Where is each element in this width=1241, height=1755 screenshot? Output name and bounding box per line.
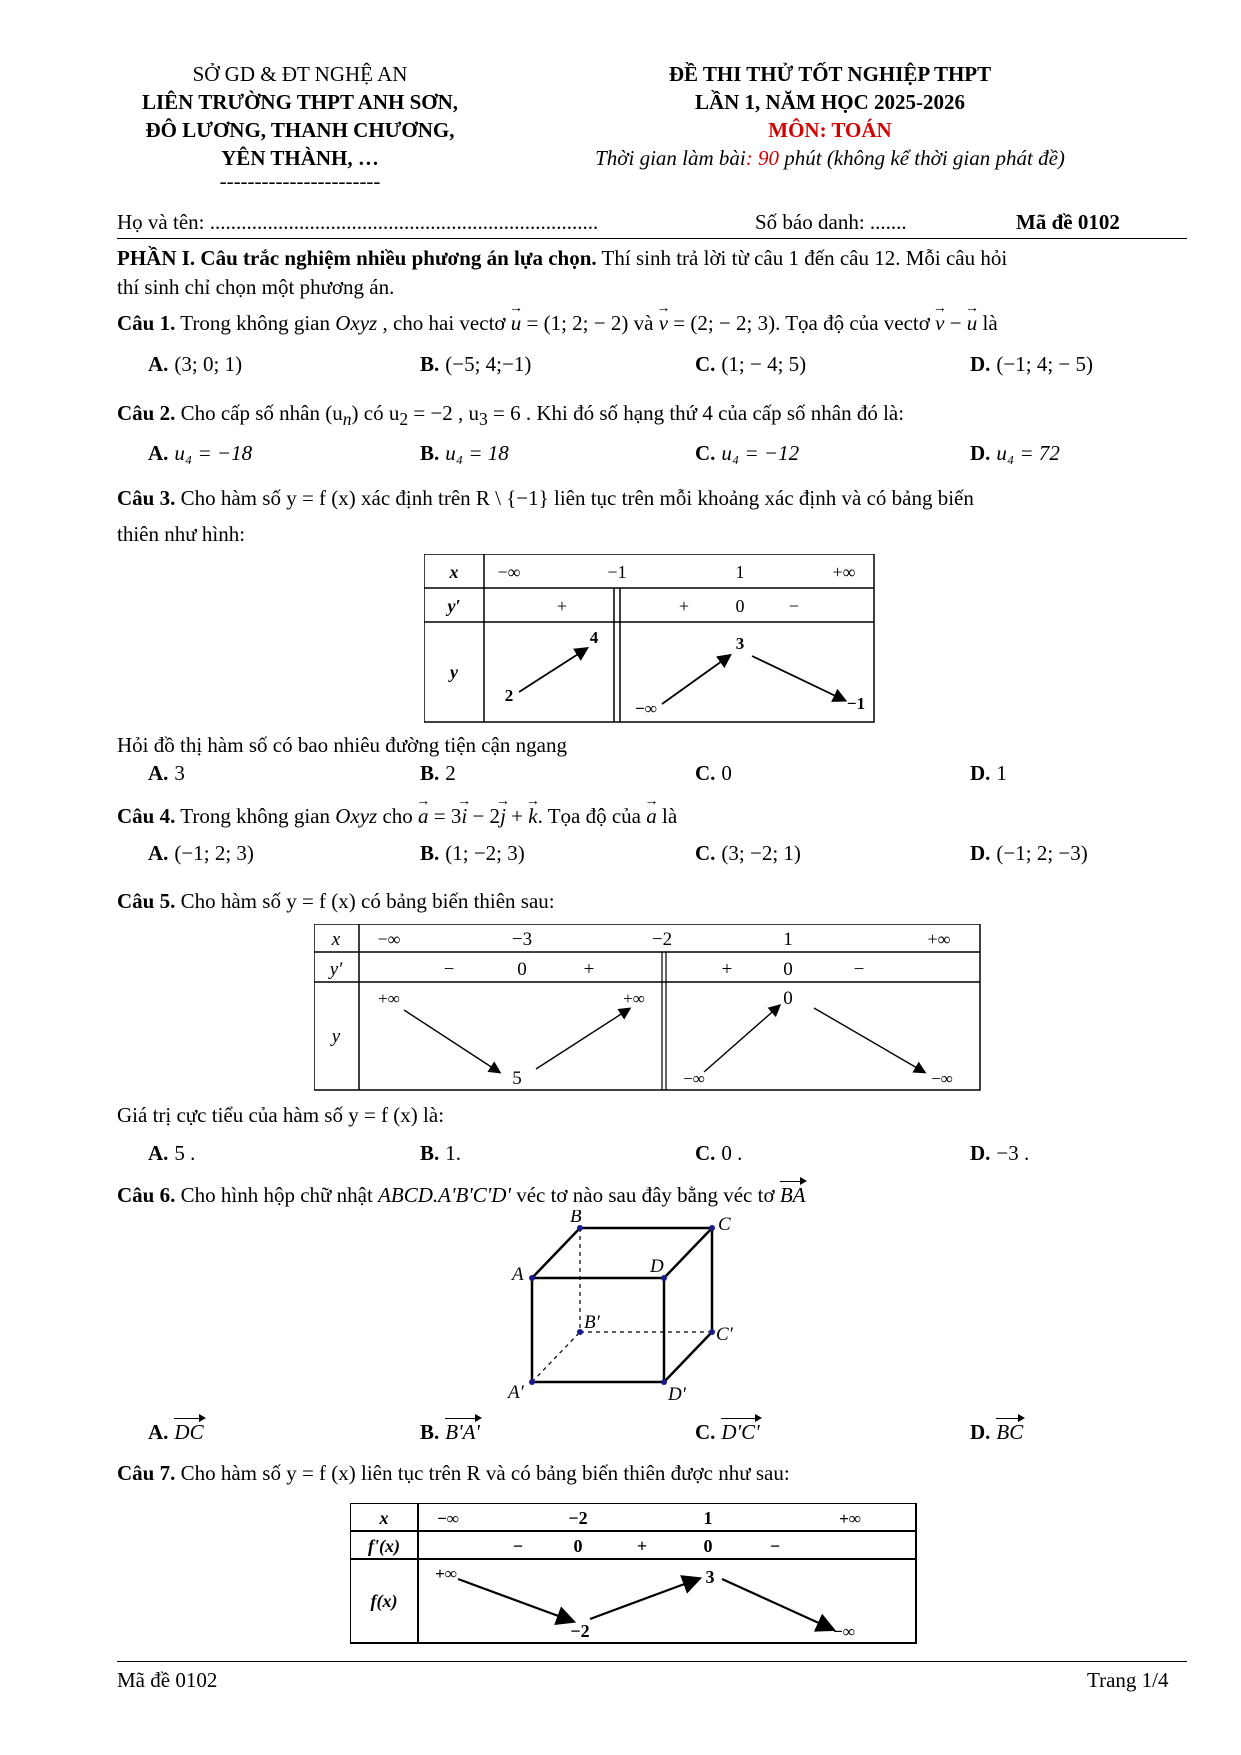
q7-fp-3: 0 [703, 1536, 713, 1556]
footer-page: Trang 1/4 [1087, 1668, 1169, 1692]
q7-fp-1: 0 [573, 1536, 583, 1556]
q5-arrow-1 [404, 1010, 499, 1072]
q4-option-a[interactable]: A. (−1; 2; 3) [148, 841, 254, 865]
q5-x-0: −∞ [377, 929, 401, 949]
exam-year: LẦN 1, NĂM HỌC 2025-2026 [694, 90, 966, 114]
q7-variation-table [350, 1503, 918, 1645]
q3-option-b[interactable]: B. 2 [420, 761, 456, 785]
student-name-line: Họ và tên: .......................................................................... [117, 210, 599, 234]
vertex-b1: B′ [584, 1312, 600, 1333]
exam-title: ĐỀ THI THỬ TỐT NGHIỆP THPT [668, 62, 992, 86]
q5-y-5: −∞ [931, 1069, 953, 1088]
q7-f-2: 3 [705, 1567, 715, 1587]
question-2: Câu 2. Cho cấp số nhân $(u_n)$ có $u_2 = -2$ , $u_3 = 6$ . Khi đó số hạng thứ 4 của cấp số nhân đó là: [117, 401, 905, 430]
q5-x-3: 1 [783, 929, 793, 950]
q3-arrow-2 [662, 656, 729, 704]
q7-x-3: +∞ [839, 1509, 861, 1528]
q5-y-3: 0 [783, 988, 793, 1009]
exam-time: Thời gian làm bài: 90 phút (không kể thời gian phát đề) [595, 146, 1065, 170]
q3-option-d[interactable]: D. 1 [970, 761, 1007, 785]
q7-x-label: x [379, 1508, 389, 1528]
q4-option-b[interactable]: B. (1; −2; 3) [420, 841, 525, 865]
q3-yp-2: 0 [735, 596, 745, 616]
q7-f-1: −2 [570, 1621, 590, 1641]
q7-fp-4: − [769, 1536, 781, 1556]
question-3-ask: Hỏi đồ thị hàm số có bao nhiêu đường tiện cận ngang [117, 733, 567, 757]
q5-yp-2: + [583, 959, 595, 980]
q4-option-d[interactable]: D. (−1; 2; −3) [970, 841, 1088, 865]
q1-option-c[interactable]: C. (1; − 4; 5) [695, 352, 807, 376]
subject: MÔN: TOÁN [768, 118, 892, 142]
school-line-1: LIÊN TRƯỜNG THPT ANH SƠN, [141, 90, 459, 114]
q5-yp-4: 0 [783, 959, 793, 980]
footer-rule [117, 1661, 1187, 1662]
student-id-line: Số báo danh: ....... [755, 210, 907, 234]
q3-y-label: y [450, 662, 458, 682]
q5-variation-table [314, 924, 982, 1092]
q7-x-2: 1 [703, 1508, 713, 1528]
question-3-cont: thiên như hình: [117, 522, 246, 546]
q2-option-a[interactable]: A. u₄ = −18 [148, 441, 253, 465]
footer-code: Mã đề 0102 [117, 1668, 218, 1692]
q7-fp-0: − [512, 1536, 524, 1556]
q5-option-a[interactable]: A. 5 . [148, 1141, 196, 1165]
q6-option-c[interactable]: C. D'C' [695, 1420, 760, 1444]
q3-yp-3: − [788, 596, 800, 616]
q3-y-4: −1 [846, 694, 866, 713]
q3-arrow-3 [752, 656, 844, 700]
q3-yp-0: + [556, 596, 568, 616]
q3-option-a[interactable]: A. 3 [148, 761, 185, 785]
q5-arrow-2 [536, 1009, 629, 1069]
school-line-2: ĐÔ LƯƠNG, THANH CHƯƠNG, [145, 118, 455, 142]
school-line-3: YÊN THÀNH, … [221, 146, 379, 170]
q5-option-c[interactable]: C. 0 . [695, 1141, 743, 1165]
q4-option-c[interactable]: C. (3; −2; 1) [695, 841, 801, 865]
q5-yp-1: 0 [517, 959, 527, 980]
question-5-ask: Giá trị cực tiểu của hàm số y = f (x) là: [117, 1103, 445, 1127]
q2-option-d[interactable]: D. u₄ = 72 [970, 441, 1060, 465]
part1-desc: thí sinh chỉ chọn một phương án. [117, 275, 395, 299]
q5-x-2: −2 [651, 929, 673, 950]
question-4: Câu 4. Trong không gian Oxyz cho → a = 3→ i − 2→ j + → k. Tọa độ của → a là [117, 801, 1187, 831]
q3-arrow-1 [519, 649, 586, 692]
q7-arrow-1 [458, 1579, 572, 1621]
q3-x-2: 1 [735, 562, 745, 582]
q3-variation-table [424, 554, 876, 724]
header-right [530, 60, 1130, 172]
q5-y-2: +∞ [623, 989, 645, 1008]
q1-option-b[interactable]: B. (−5; 4;−1) [420, 352, 532, 376]
q6-option-d[interactable]: D. BC [970, 1420, 1024, 1444]
vertex-a1: A′ [508, 1382, 524, 1403]
header-dash: ----------------------- [219, 169, 381, 193]
q7-x-0: −∞ [437, 1509, 459, 1528]
q1-option-a[interactable]: A. (3; 0; 1) [148, 352, 243, 376]
question-7: Câu 7. Cho hàm số y = f (x) liên tục trên R và có bảng biến thiên được như sau: [117, 1461, 790, 1485]
question-1: Câu 1. Trong không gian Oxyz , cho hai vectơ → u = (1; 2; − 2) và → v = (2; − 2; 3). Tọa độ của vectơ → v − → u là [117, 308, 1187, 338]
question-3: Câu 3. Cho hàm số y = f (x) xác định trên R \ {−1} liên tục trên mỗi khoảng xác định và có bảng biến [117, 486, 974, 510]
vertex-d: D [650, 1256, 664, 1277]
vertex-b: B [570, 1210, 582, 1227]
q1-option-d[interactable]: D. (−1; 4; − 5) [970, 352, 1094, 376]
q5-yp-label: y′ [329, 959, 343, 980]
q3-y-1: 4 [589, 628, 599, 647]
q5-yp-5: − [853, 959, 865, 980]
q7-f-0: +∞ [435, 1564, 457, 1583]
vertex-c: C [718, 1214, 731, 1235]
question-6: Câu 6. Cho hình hộp chữ nhật ABCD.A'B'C'D' véc tơ nào sau đây bằng véc tơ BA [117, 1183, 806, 1207]
vertex-c1: C′ [716, 1324, 733, 1345]
q6-box-figure [500, 1210, 760, 1410]
header-left [80, 60, 520, 193]
question-5: Câu 5. Cho hàm số y = f (x) có bảng biến thiên sau: [117, 889, 555, 913]
q5-y-0: +∞ [378, 989, 400, 1008]
q7-f-label: f(x) [370, 1591, 398, 1611]
q5-yp-3: + [721, 959, 733, 980]
q5-y-label: y [331, 1026, 341, 1047]
q3-yp-1: + [678, 596, 690, 616]
q5-option-b[interactable]: B. 1. [420, 1141, 462, 1165]
vertex-d1: D′ [668, 1384, 686, 1405]
q6-option-a[interactable]: A. DC [148, 1420, 204, 1444]
q3-x-1: −1 [607, 562, 627, 582]
q5-x-4: +∞ [927, 929, 951, 949]
q3-y-3: 3 [735, 634, 745, 653]
q7-arrow-3 [722, 1579, 832, 1629]
q3-x-3: +∞ [832, 562, 856, 582]
q7-fp-2: + [636, 1536, 648, 1556]
q5-x-1: −3 [511, 929, 533, 950]
q7-x-1: −2 [568, 1508, 588, 1528]
part1-heading: PHẦN I. Câu trắc nghiệm nhiều phương án lựa chọn. Thí sinh trả lời từ câu 1 đến câu 12. Mỗi câu hỏi [117, 246, 1008, 270]
q5-x-label: x [331, 929, 341, 950]
q7-arrow-2 [590, 1579, 698, 1619]
q3-yp-label: y′ [447, 596, 461, 616]
vertex-a: A [512, 1264, 524, 1285]
q2-option-b[interactable]: B. u₄ = 18 [420, 441, 509, 465]
q2-option-c[interactable]: C. u₄ = −12 [695, 441, 800, 465]
q3-option-c[interactable]: C. 0 [695, 761, 732, 785]
q6-option-b[interactable]: B. B'A' [420, 1420, 480, 1444]
q7-fp-label: f'(x) [368, 1536, 400, 1556]
q5-arrow-3 [704, 1006, 779, 1072]
q5-option-d[interactable]: D. −3 . [970, 1141, 1030, 1165]
q3-x-label: x [449, 562, 459, 582]
q3-x-0: −∞ [497, 562, 521, 582]
q7-f-3: −∞ [833, 1622, 855, 1641]
q5-yp-0: − [443, 959, 455, 980]
q5-arrow-4 [814, 1008, 924, 1072]
info-rule [117, 238, 1187, 239]
q5-y-1: 5 [512, 1068, 522, 1089]
q3-y-0: 2 [504, 686, 514, 705]
dept-name: SỞ GD & ĐT NGHỆ AN [192, 62, 408, 86]
q5-y-4: −∞ [683, 1069, 705, 1088]
exam-code: Mã đề 0102 [1016, 210, 1120, 234]
q3-y-2: −∞ [635, 699, 657, 718]
